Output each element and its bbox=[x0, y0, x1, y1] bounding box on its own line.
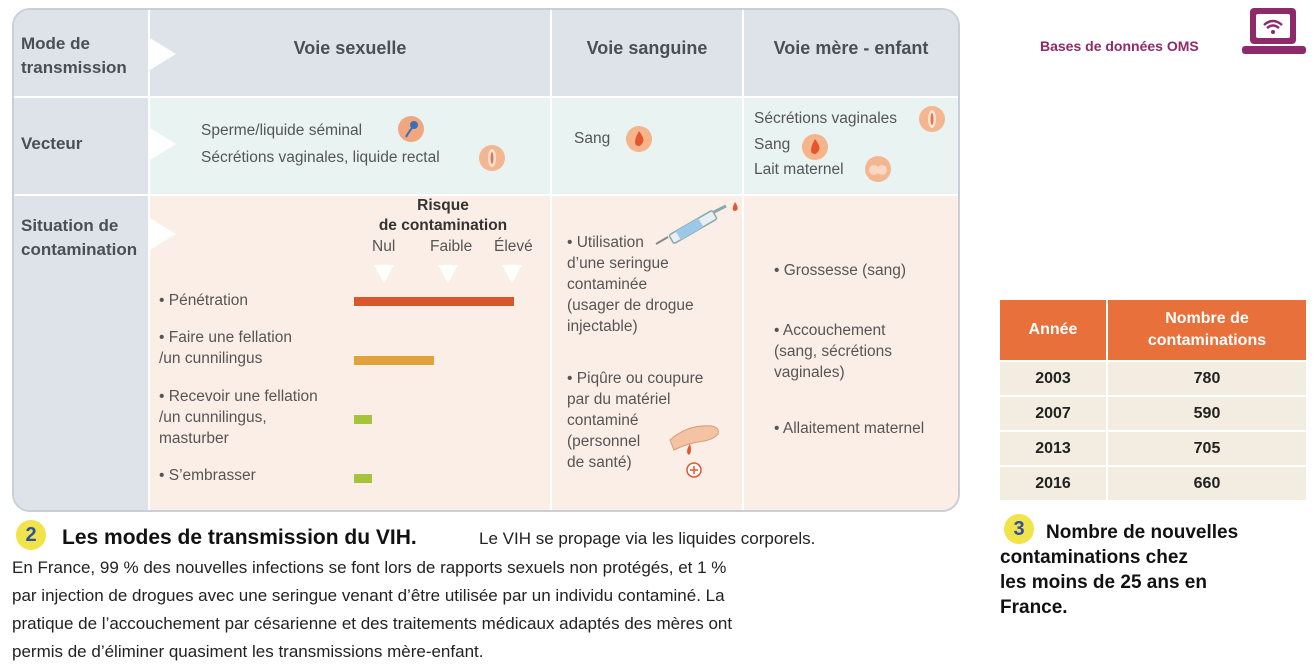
table-row bbox=[999, 361, 1307, 396]
situation-childbirth: • Accouchement (sang, sécrétions vaginales) bbox=[774, 322, 893, 381]
figure-number-badge: 3 bbox=[1004, 514, 1034, 544]
cell-count: 590 bbox=[1107, 396, 1307, 431]
sperm-icon bbox=[398, 116, 424, 142]
vector-blood: Sang bbox=[574, 130, 611, 147]
caption-line: En France, 99 % des nouvelles infections se font lors de rapports sexuels non protégés, et 1 % bbox=[12, 558, 727, 577]
blood-drop-icon bbox=[802, 134, 828, 160]
header-count: Nombre de contaminations bbox=[1107, 299, 1307, 361]
risk-level-low: Faible bbox=[430, 238, 473, 255]
column-title-blood: Voie sanguine bbox=[586, 38, 708, 58]
vector-row-label: Vecteur bbox=[21, 134, 83, 153]
situation-syringe: • Utilisation d’une seringue contaminée (usager de drogue injectable) bbox=[567, 234, 694, 335]
table-row bbox=[999, 466, 1307, 501]
stats-header-row bbox=[999, 299, 1307, 361]
vaginal-secretion-icon bbox=[919, 106, 945, 132]
contamination-stats-table bbox=[998, 298, 1308, 502]
column-divider bbox=[148, 10, 150, 510]
row-divider bbox=[14, 96, 958, 98]
situation-oral-receive: • Recevoir une fellation /un cunnilingus, masturber bbox=[159, 388, 318, 447]
risk-bar-penetration bbox=[354, 297, 514, 306]
cut-finger-icon bbox=[668, 414, 728, 478]
vector-sexual-1: Sperme/liquide séminal bbox=[201, 122, 363, 139]
table-row bbox=[999, 396, 1307, 431]
laptop-wifi-icon[interactable] bbox=[1240, 6, 1308, 58]
situation-breastfeeding: • Allaitement maternel bbox=[774, 420, 925, 437]
header-year: Année bbox=[999, 299, 1107, 361]
cell-year: 2016 bbox=[999, 466, 1107, 501]
cell-count: 705 bbox=[1107, 431, 1307, 466]
situation-row-label: Situation de contamination bbox=[21, 216, 138, 259]
column-divider bbox=[742, 10, 744, 510]
caption-line: pratique de l’accouchement par césarienne et des traitements médicaux adaptés des mères ont bbox=[12, 614, 733, 633]
column-title-mother: Voie mère - enfant bbox=[773, 38, 929, 58]
caption-title: Les modes de transmission du VIH. bbox=[62, 526, 417, 549]
figure-number-badge: 2 bbox=[16, 520, 46, 550]
row-arrow bbox=[150, 128, 176, 160]
cell-count: 780 bbox=[1107, 361, 1307, 396]
risk-marker-high bbox=[502, 265, 522, 283]
vaginal-secretion-icon bbox=[479, 145, 505, 171]
column-title-sexual: Voie sexuelle bbox=[293, 38, 407, 58]
caption-lead: Le VIH se propage via les liquides corporels. bbox=[479, 529, 816, 548]
transmission-table bbox=[12, 8, 960, 512]
risk-level-high: Élevé bbox=[494, 238, 533, 255]
cell-year: 2003 bbox=[999, 361, 1107, 396]
risk-level-none: Nul bbox=[372, 238, 396, 255]
risk-bar-oral-give bbox=[354, 356, 434, 365]
cell-year: 2013 bbox=[999, 431, 1107, 466]
syringe-icon bbox=[650, 200, 742, 250]
situation-kissing: • S’embrasser bbox=[159, 467, 256, 484]
situation-oral-give: • Faire une fellation /un cunnilingus bbox=[159, 329, 292, 367]
vector-mother-1: Sécrétions vaginales bbox=[754, 110, 898, 127]
blood-drop-icon bbox=[626, 126, 652, 152]
column-divider bbox=[550, 10, 552, 510]
risk-marker-none bbox=[374, 265, 394, 283]
caption-line: permis de d’éliminer quasiment les transmissions mère-enfant. bbox=[12, 642, 484, 661]
situation-penetration: • Pénétration bbox=[159, 292, 249, 309]
risk-scale-title: Risque de contamination bbox=[378, 197, 508, 234]
risk-marker-low bbox=[438, 265, 458, 283]
situation-needle-injury: • Piqûre ou coupure par du matériel contaminé (personnel de santé) bbox=[567, 370, 704, 471]
breast-milk-icon bbox=[865, 156, 891, 182]
caption-line: par injection de drogues avec une seringue venant d’être utilisée par un individu contaminé. La bbox=[12, 586, 725, 605]
cell-year: 2007 bbox=[999, 396, 1107, 431]
risk-bar-oral-receive bbox=[354, 415, 372, 424]
cell-count: 660 bbox=[1107, 466, 1307, 501]
vector-mother-3: Lait maternel bbox=[754, 161, 844, 178]
caption3: Nombre de nouvelles contaminations chez les moins de 25 ans en France. bbox=[1000, 522, 1239, 618]
vector-mother-2: Sang bbox=[754, 136, 791, 153]
header-row-label: Mode de transmission bbox=[21, 34, 127, 77]
table-row bbox=[999, 431, 1307, 466]
oms-database-link[interactable]: Bases de données OMS bbox=[1040, 38, 1199, 54]
situation-pregnancy: • Grossesse (sang) bbox=[774, 262, 907, 279]
vector-sexual-2: Sécrétions vaginales, liquide rectal bbox=[201, 149, 440, 166]
risk-bar-kissing bbox=[354, 474, 372, 483]
row-arrow bbox=[150, 218, 176, 250]
